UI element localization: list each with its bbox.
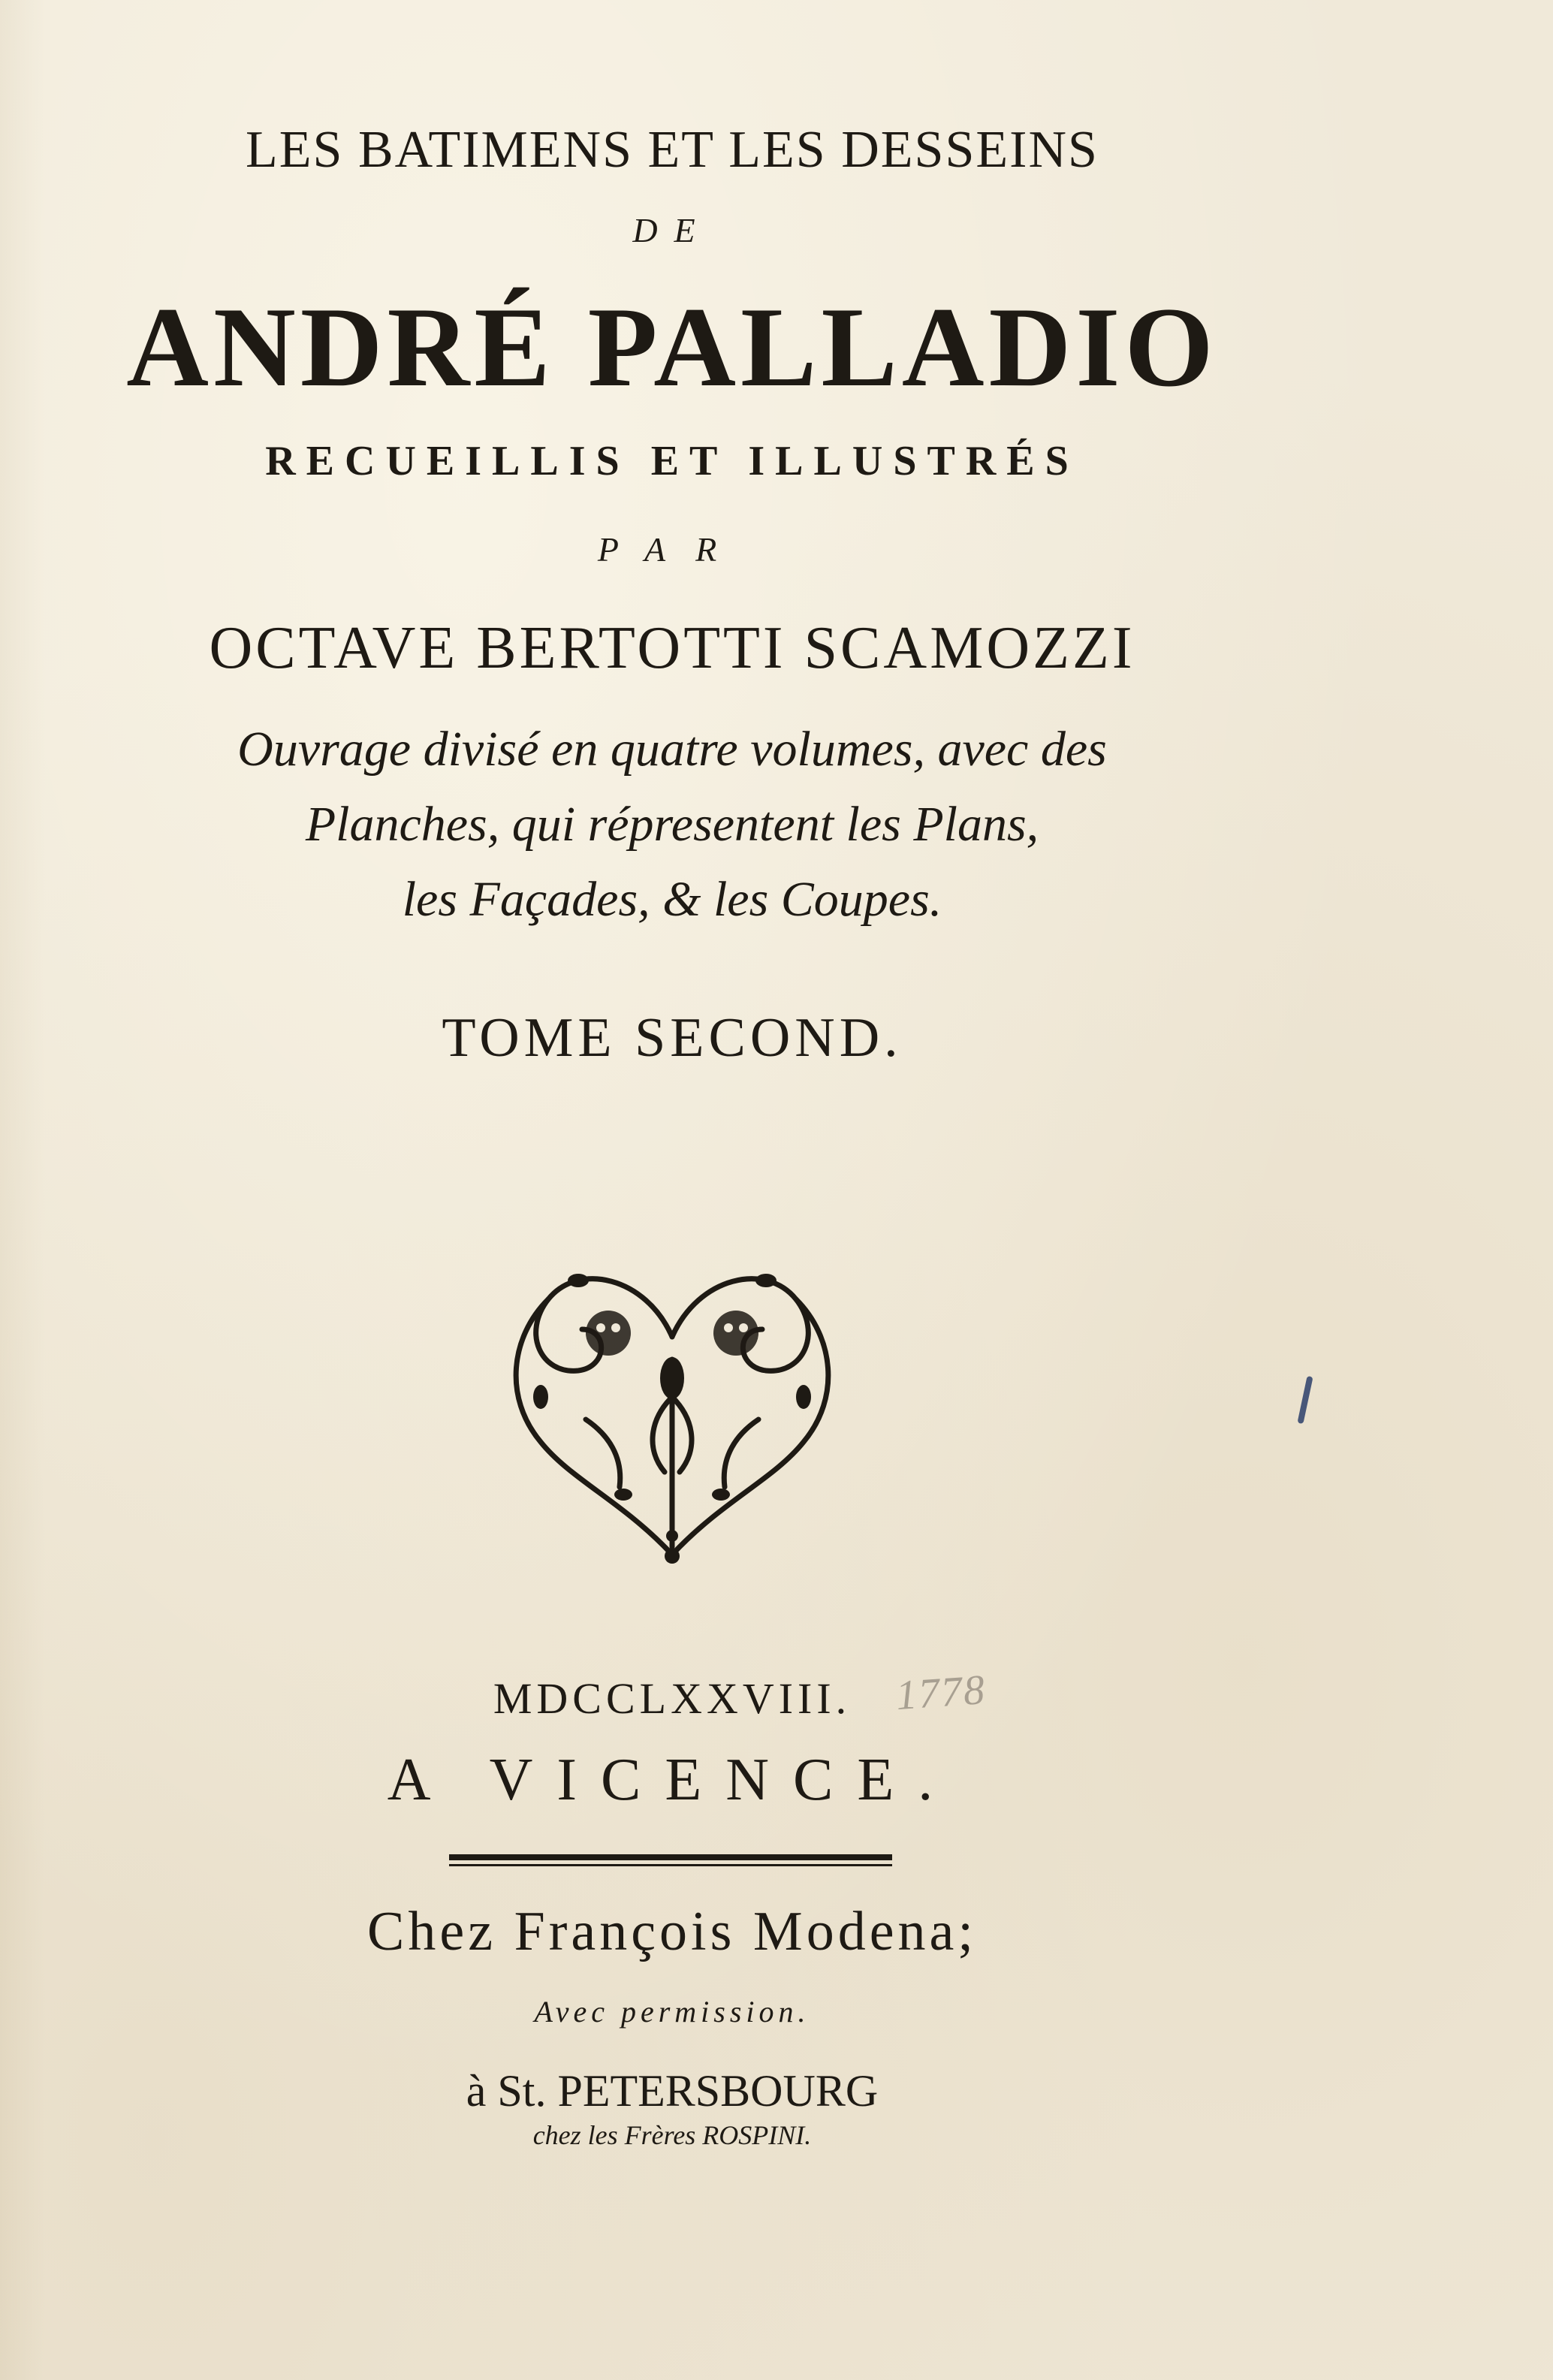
publisher-name: Chez François Modena; [367,1901,977,1962]
description-line-2: Planches, qui répresentent les Plans, [305,797,1039,852]
publication-place: A VICENCE. [387,1747,957,1813]
description-line-3: les Façades, & les Coupes. [402,872,942,927]
author-name: ANDRÉ PALLADIO [126,284,1218,410]
description-line-1: Ouvrage divisé en quatre volumes, avec des [237,722,1107,777]
par-line: PAR [597,530,747,569]
editor-name: OCTAVE BERTOTTI SCAMOZZI [209,615,1135,681]
double-rule-thin [449,1864,892,1866]
recueillis-line: RECUEILLIS ET ILLUSTRÉS [265,438,1079,484]
petersbourg-line: à St. PETERSBOURG [466,2066,879,2116]
acanthus-heart-ornament-icon [496,1247,849,1570]
pencil-annotation: 1778 [894,1666,988,1720]
title-line-1: LES BATIMENS ET LES DESSEINS [246,121,1099,179]
title-de: DE [632,211,712,249]
permission-note: Avec permission. [534,1995,810,2029]
double-rule-thick [449,1854,892,1860]
publication-date: MDCCLXXVIII. [493,1674,852,1723]
volume-label: TOME SECOND. [442,1007,903,1069]
rospini-line: chez les Frères ROSPINI. [532,2120,812,2150]
